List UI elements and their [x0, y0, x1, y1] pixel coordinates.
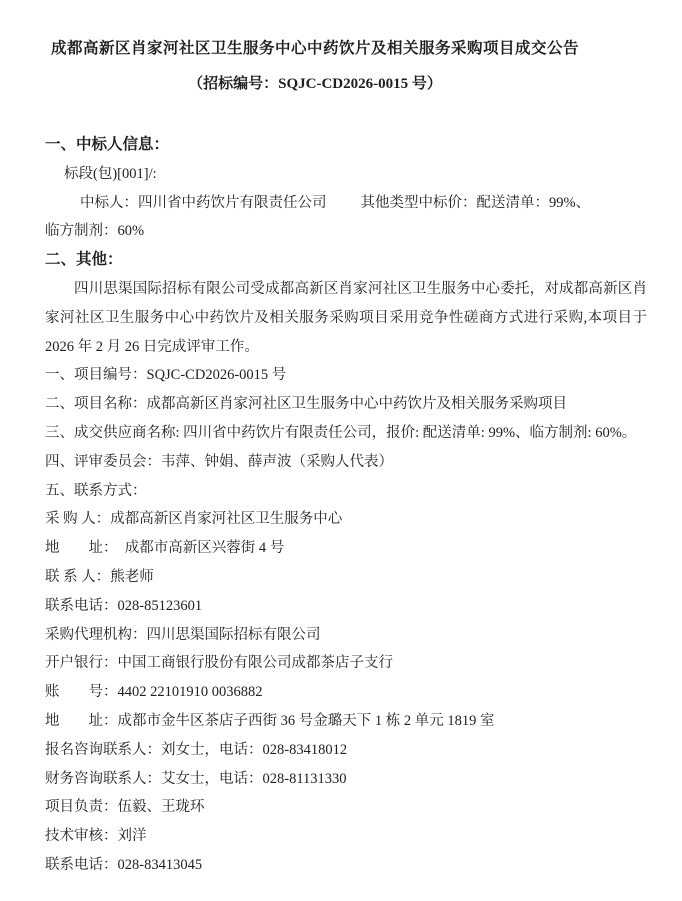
line-purchaser-address: 地 址： 成都市高新区兴蓉街 4 号	[45, 540, 285, 557]
line-contact-phone: 联系电话：028-85123601	[45, 597, 203, 614]
line-bank: 开户银行：中国工商银行股份有限公司成都茶店子支行	[45, 655, 393, 672]
section-winner-heading: 一、中标人信息：	[45, 136, 170, 153]
line-finance-contact: 财务咨询联系人：艾女士，电话：028-81131330	[45, 770, 347, 787]
line-registration-contact: 报名咨询联系人：刘女士，电话：028-83418012	[45, 741, 348, 758]
price-continuation-line: 临方制剂：60%	[45, 223, 145, 240]
title-block	[45, 36, 647, 97]
lot-line: 标段(包)[001]/:	[64, 165, 157, 182]
line-agency-address: 地 址：成都市金牛区茶店子西街 36 号金璐天下 1 栋 2 单元 1819 室	[45, 712, 495, 729]
line-procurement-agency: 采购代理机构：四川思渠国际招标有限公司	[45, 626, 321, 643]
page-title: 成都高新区肖家河社区卫生服务中心中药饮片及相关服务采购项目成交公告	[50, 40, 579, 57]
other-type-price: 其他类型中标价：配送清单：99%、	[360, 194, 591, 211]
item-project-number: 一、项目编号：SQJC-CD2026-0015 号	[45, 367, 287, 384]
summary-paragraph: 四川思渠国际招标有限公司受成都高新区肖家河社区卫生服务中心委托，对成都高新区肖家河社区卫生服务中心中药饮片及相关服务采购项目采用竞争性磋商方式进行采购,本项目于 2026 年 2 月 26 日完成评审工作。	[45, 280, 647, 355]
winner-name: 中标人：四川省中药饮片有限责任公司	[80, 194, 327, 211]
line-project-lead: 项目负责：伍毅、王珑环	[45, 799, 205, 816]
line-account-number: 账 号：4402 22101910 0036882	[45, 684, 263, 701]
winner-line	[45, 189, 647, 218]
line-agency-phone: 联系电话：028-83413045	[45, 856, 203, 873]
line-purchaser: 采 购 人：成都高新区肖家河社区卫生服务中心	[45, 511, 343, 528]
line-tech-review: 技术审核：刘洋	[45, 828, 147, 845]
item-project-name: 二、项目名称：成都高新区肖家河社区卫生服务中心中药饮片及相关服务采购项目	[45, 396, 567, 413]
line-contact-person: 联 系 人：熊老师	[45, 568, 154, 585]
item-review-committee: 四、评审委员会：韦萍、钟娟、薛声波（采购人代表）	[45, 453, 393, 470]
section-other-heading: 二、其他：	[45, 251, 123, 269]
tender-number-subtitle: （招标编号：SQJC-CD2026-0015 号）	[188, 76, 442, 92]
item-supplier: 三、成交供应商名称: 四川省中药饮片有限责任公司，报价: 配送清单: 99%、临方制剂: 60%。	[45, 424, 637, 441]
item-contact-heading: 五、联系方式：	[45, 482, 147, 499]
